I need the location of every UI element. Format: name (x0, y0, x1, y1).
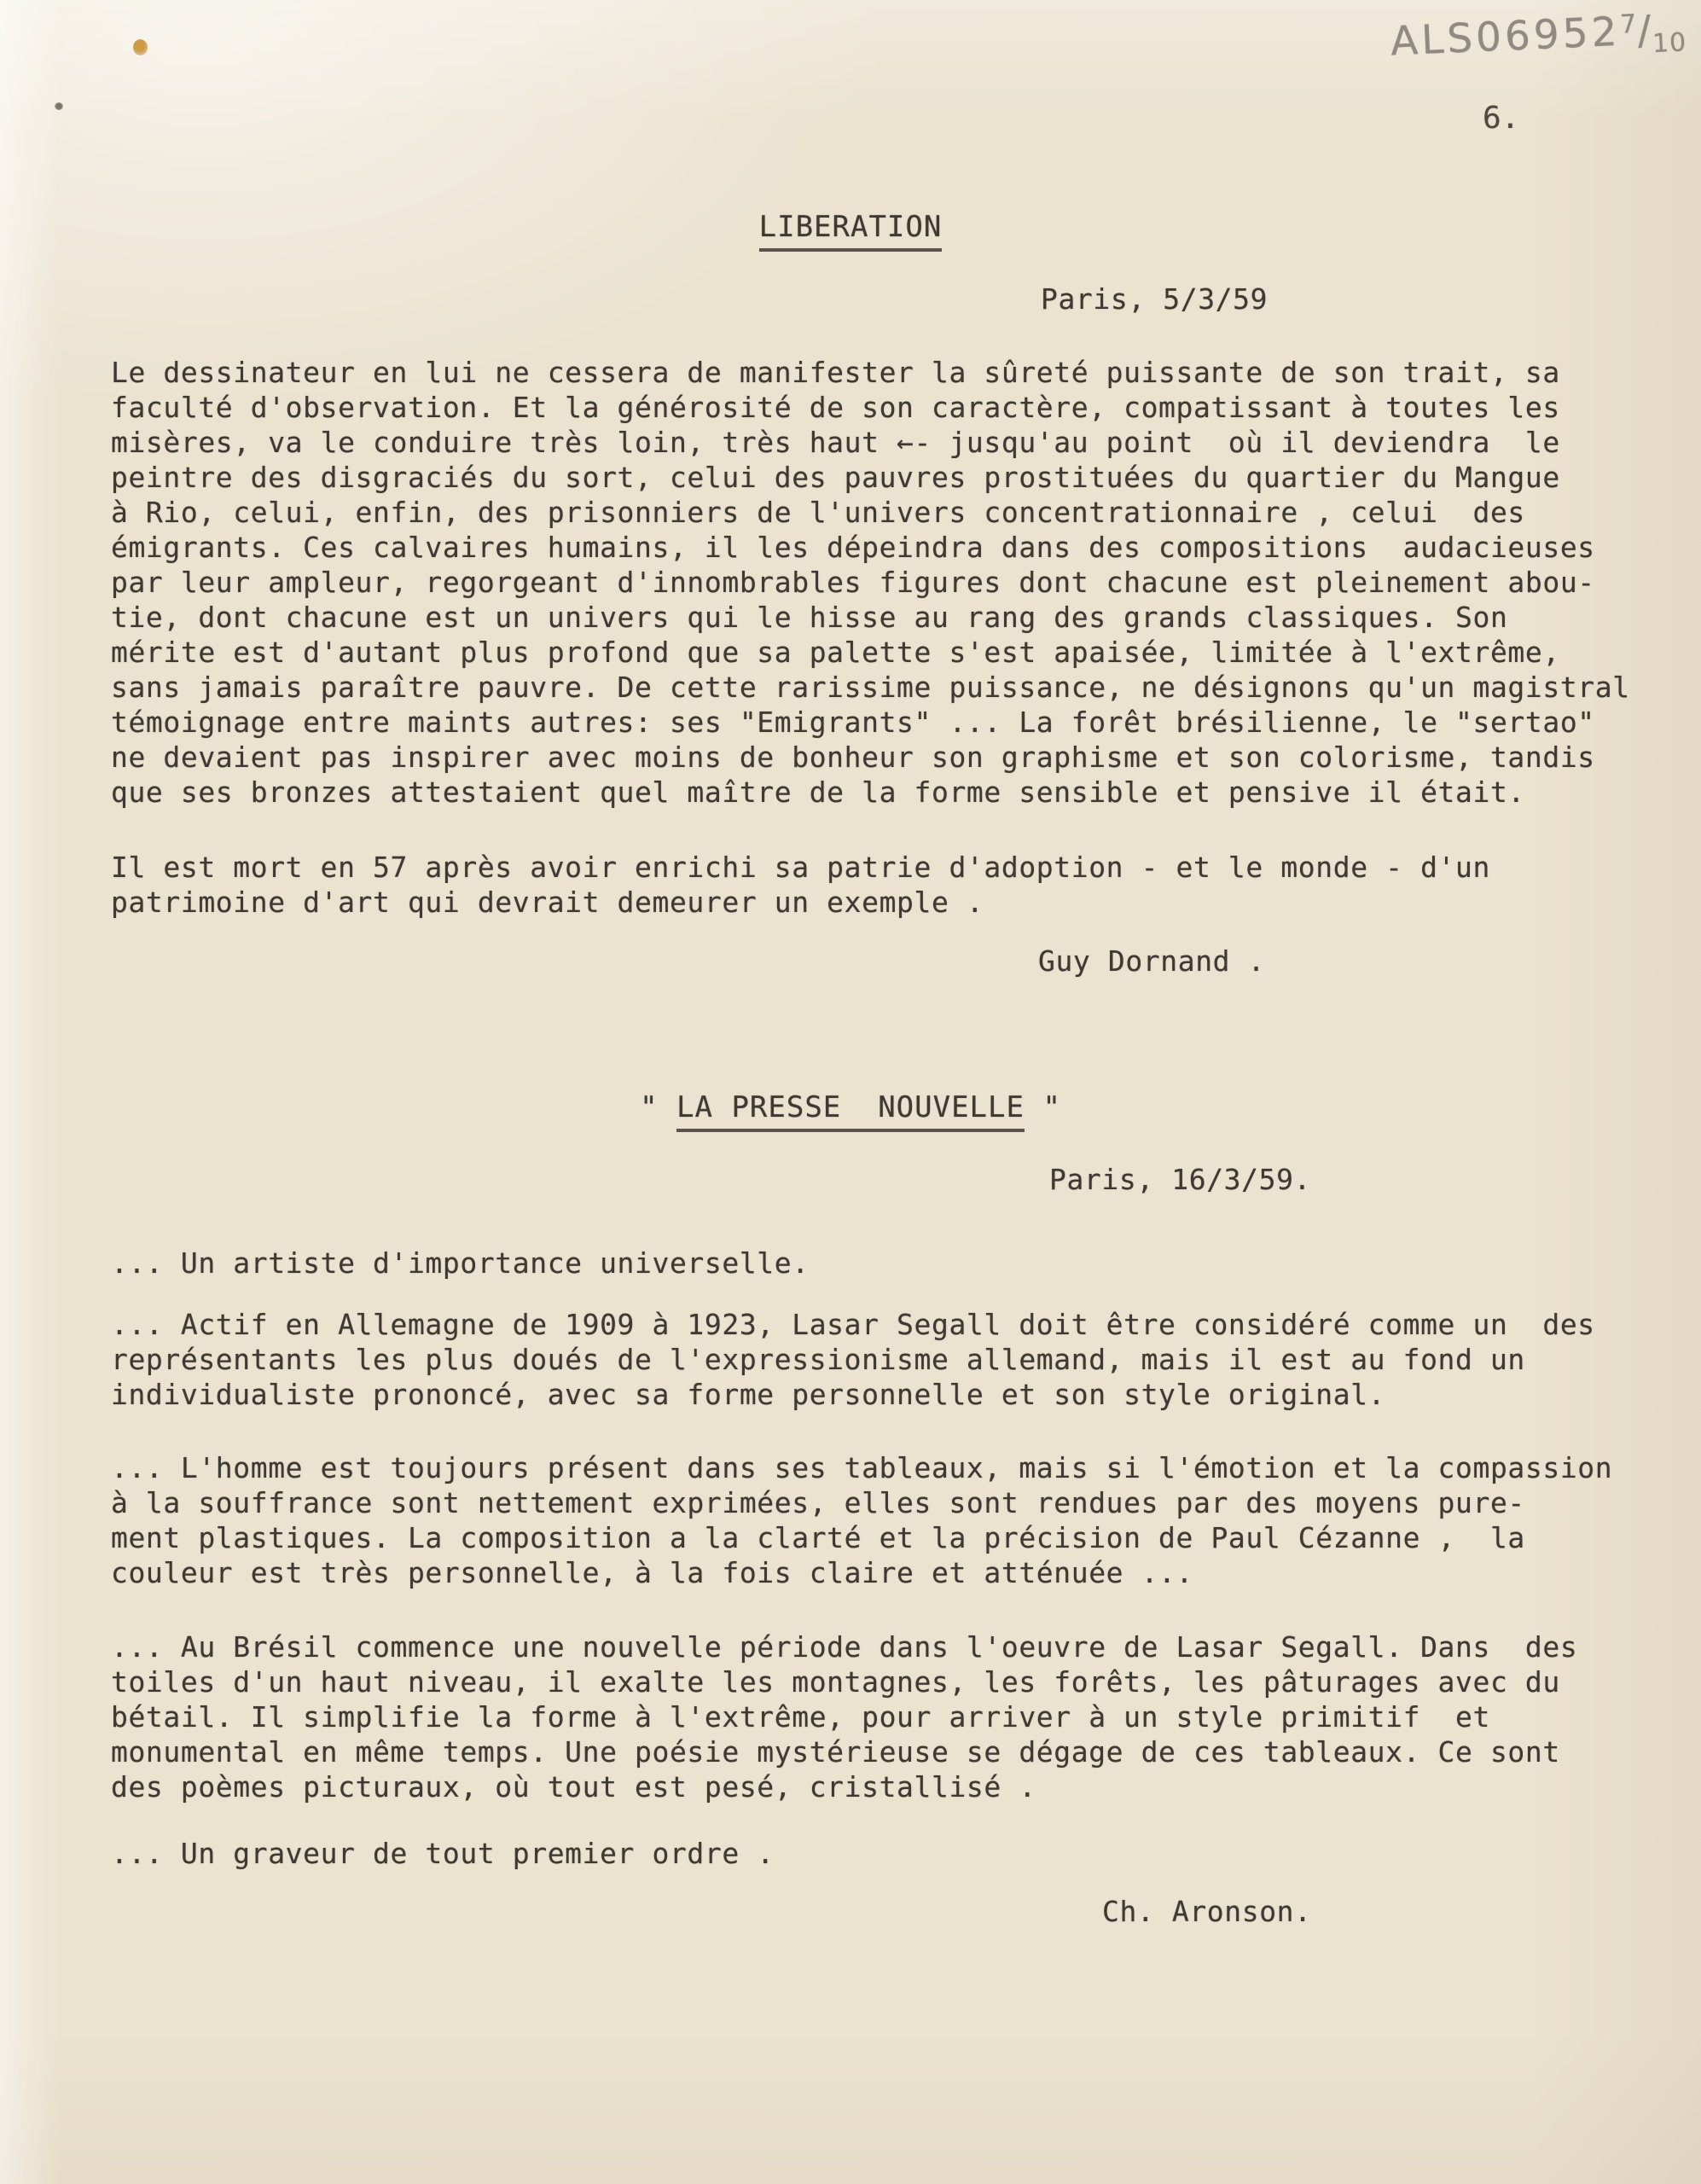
paper-speck (133, 39, 148, 55)
text-line: ... Actif en Allemagne de 1909 à 1923, Lasar Segall doit être considéré comme un des (111, 1308, 1595, 1341)
text-line: ... Un graveur de tout premier ordre . (111, 1837, 775, 1870)
paragraph-presse-2 (111, 1307, 1638, 1412)
text-line: Il est mort en 57 après avoir enrichi sa patrie d'adoption - et le monde - d'un (111, 851, 1490, 884)
text-line: monumental en même temps. Une poésie mystérieuse se dégage de ces tableaux. Ce sont (111, 1735, 1560, 1769)
catalog-code: ALS06952 (1389, 8, 1622, 66)
paragraph-liberation-2 (111, 850, 1638, 920)
text-line: ... L'homme est toujours présent dans ses tableaux, mais si l'émotion et la compassion (111, 1451, 1613, 1484)
fraction-numerator: 7 (1619, 9, 1638, 40)
title-text: LIBERATION (759, 210, 943, 252)
text-line: tie, dont chacune est un univers qui le hisse au rang des grands classiques. Son (111, 601, 1508, 634)
text-line: mérite est d'autant plus profond que sa palette s'est apaisée, limitée à l'extrême, (111, 636, 1560, 669)
section-title-la-presse-nouvelle (0, 1090, 1701, 1124)
paragraph-presse-4 (111, 1629, 1638, 1804)
catalog-fraction (1619, 5, 1687, 60)
text-line: faculté d'observation. Et la générosité de son caractère, compatissant à toutes les (111, 391, 1560, 424)
text-line: témoignage entre maints autres: ses "Emigrants" ... La forêt brésilienne, le "sertao" (111, 706, 1595, 739)
text-line: Le dessinateur en lui ne cessera de manifester la sûreté puissante de son trait, sa (111, 356, 1560, 389)
text-line: des poèmes picturaux, où tout est pesé, cristallisé . (111, 1770, 1036, 1804)
paragraph-presse-3 (111, 1450, 1638, 1590)
text-line: peintre des disgraciés du sort, celui des pauvres prostituées du quartier du Mangue (111, 461, 1560, 494)
section-title-liberation (0, 210, 1701, 244)
text-line: sans jamais paraître pauvre. De cette rarissime puissance, ne désignons qu'un magistral (111, 671, 1630, 704)
text-line: misères, va le conduire très loin, très haut ←- jusqu'au point où il deviendra le (111, 426, 1560, 459)
text-line: ment plastiques. La composition a la clarté et la précision de Paul Cézanne , la (111, 1521, 1525, 1554)
text-line: ... Un artiste d'importance universelle. (111, 1246, 810, 1280)
text-line: à Rio, celui, enfin, des prisonniers de l'univers concentrationnaire , celui des (111, 496, 1525, 529)
text-line: individualiste prononcé, avec sa forme personnelle et son style original. (111, 1378, 1386, 1411)
title-text: LA PRESSE NOUVELLE (676, 1090, 1025, 1132)
signature-ch-aronson: Ch. Aronson. (1102, 1895, 1312, 1928)
paragraph-presse-1 (111, 1246, 1638, 1281)
signature-guy-dornand: Guy Dornand . (1038, 944, 1266, 978)
text-line: que ses bronzes attestaient quel maître de la forme sensible et pensive il était. (111, 775, 1525, 809)
text-line: ... Au Brésil commence une nouvelle période dans l'oeuvre de Lasar Segall. Dans des (111, 1630, 1578, 1664)
catalog-number-handwritten (1390, 5, 1687, 70)
paragraph-presse-5 (111, 1836, 1638, 1871)
text-line: à la souffrance sont nettement exprimées, elles sont rendues par des moyens pure- (111, 1486, 1525, 1519)
fraction-denominator: 10 (1652, 27, 1687, 60)
title-open-quote: " (640, 1090, 677, 1124)
text-line: patrimoine d'art qui devrait demeurer un exemple . (111, 886, 984, 919)
text-line: bétail. Il simplifie la forme à l'extrême, pour arriver à un style primitif et (111, 1700, 1490, 1734)
title-close-quote: " (1024, 1090, 1061, 1124)
dateline-liberation: Paris, 5/3/59 (1041, 282, 1268, 316)
text-line: ne devaient pas inspirer avec moins de bonheur son graphisme et son colorisme, tandis (111, 741, 1595, 774)
fraction-separator: / (1636, 7, 1653, 55)
text-line: couleur est très personnelle, à la fois claire et atténuée ... (111, 1556, 1193, 1589)
paragraph-liberation-1 (111, 355, 1638, 810)
dateline-la-presse-nouvelle: Paris, 16/3/59. (1049, 1163, 1312, 1196)
text-line: représentants les plus doués de l'expressionisme allemand, mais il est au fond un (111, 1343, 1525, 1376)
text-line: émigrants. Ces calvaires humains, il les dépeindra dans des compositions audacieuses (111, 531, 1595, 564)
text-line: toiles d'un haut niveau, il exalte les montagnes, les forêts, les pâturages avec du (111, 1665, 1560, 1699)
paper-speck (55, 102, 63, 110)
page-number: 6. (1483, 101, 1520, 136)
text-line: par leur ampleur, regorgeant d'innombrables figures dont chacune est pleinement abou- (111, 566, 1595, 599)
